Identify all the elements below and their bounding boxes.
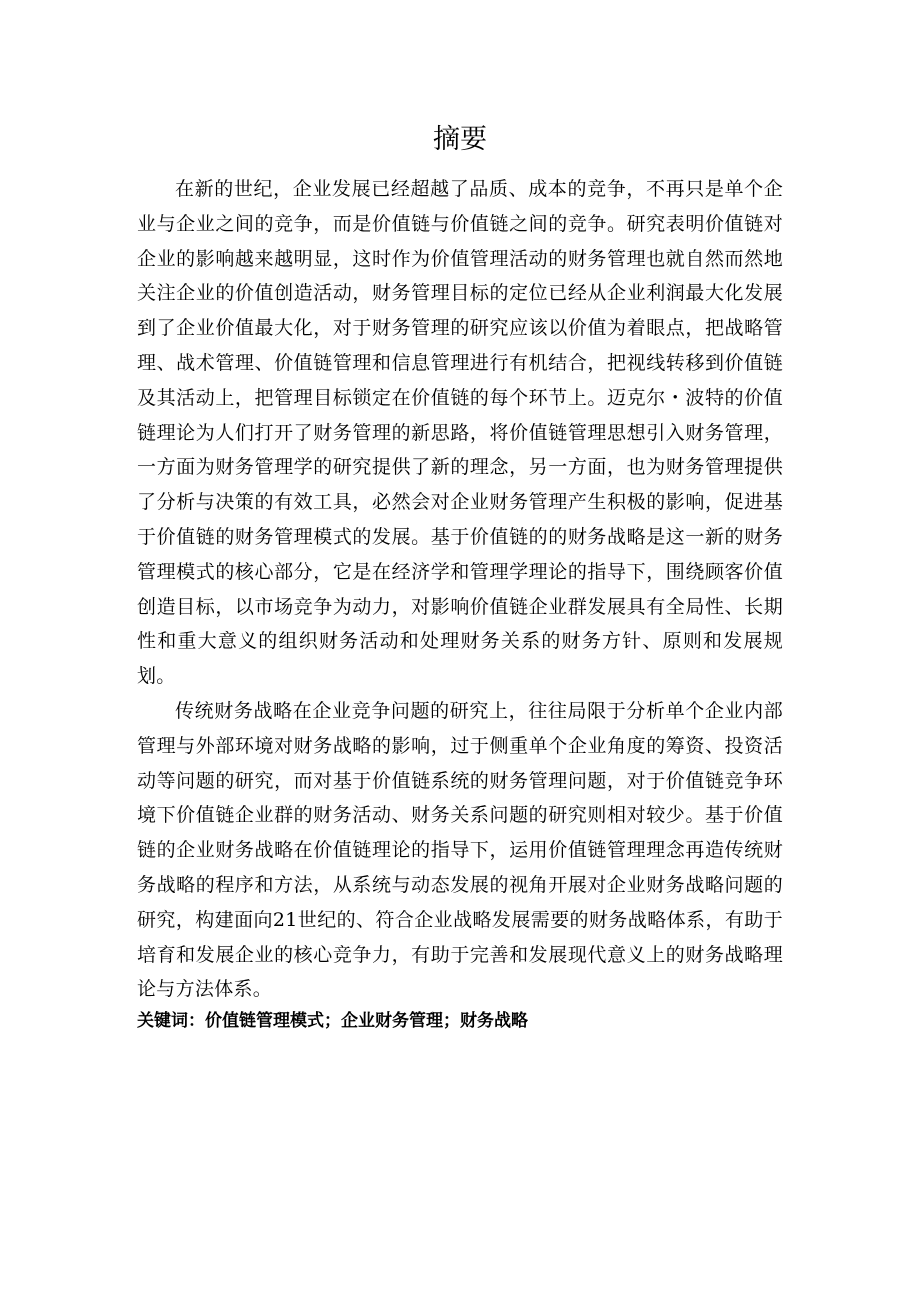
page-title: 摘要: [433, 124, 487, 155]
abstract-paragraph-2: 传统财务战略在企业竞争问题的研究上，往往局限于分析单个企业内部管理与外部环境对财务战略的影响，过于侧重单个企业角度的筹资、投资活动等问题的研究，而对基于价值链系统的财务管理问题，对于价值链竞争环境下价值链企业群的财务活动、财务关系问题的研究则相对较少。基于价值链的企业财务战略在价值链理论的指导下，运用价值链管理理念再造传统财务战略的程序和方法，从系统与动态发展的视角开展对企业财务战略问题的研究，构建面向21世纪的、符合企业战略发展需要的财务战略体系，有助于培育和发展企业的核心竞争力，有助于完善和发展现代意义上的财务战略理论与方法体系。: [137, 699, 783, 1001]
abstract-paragraph-1: 在新的世纪，企业发展已经超越了品质、成本的竞争，不再只是单个企业与企业之间的竞争，而是价值链与价值链之间的竞争。研究表明价值链对企业的影响越来越明显，这时作为价值管理活动的财务管理也就自然而然地关注企业的价值创造活动，财务管理目标的定位已经从企业利润最大化发展到了企业价值最大化，对于财务管理的研究应该以价值为着眼点，把战略管理、战术管理、价值链管理和信息管理进行有机结合，把视线转移到价值链及其活动上，把管理目标锁定在价值链的每个环节上。迈克尔・波特的价值链理论为人们打开了财务管理的新思路，将价值链管理思想引入财务管理，一方面为财务管理学的研究提供了新的理念，另一方面，也为财务管理提供了分析与决策的有效工具，必然会对企业财务管理产生积极的影响，促进基于价值链的财务管理模式的发展。基于价值链的的财务战略是这一新的财务管理模式的核心部分，它是在经济学和管理学理论的指导下，围绕顾客价值创造目标，以市场竞争为动力，对影响价值链企业群发展具有全局性、长期性和重大意义的组织财务活动和处理财务关系的财务方针、原则和发展规划。: [137, 178, 783, 688]
keywords-line: 关键词：价值链管理模式；企业财务管理；财务战略: [137, 1011, 528, 1031]
abstract-body: [137, 172, 783, 1007]
